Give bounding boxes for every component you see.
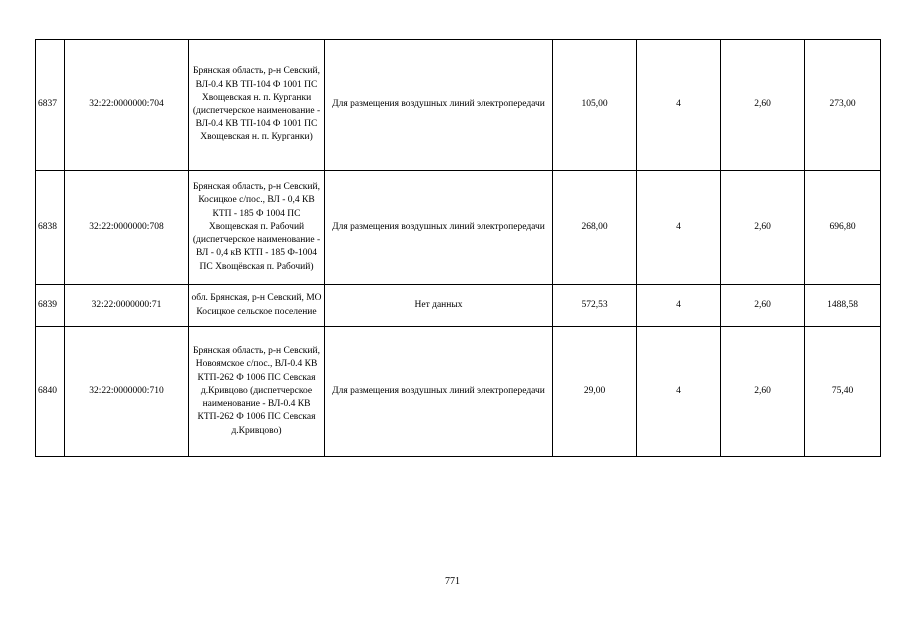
table-row <box>36 285 881 327</box>
group-cell: 4 <box>637 171 721 285</box>
purpose-cell: Для размещения воздушных линий электропередачи <box>325 40 553 171</box>
row-number-cell: 6839 <box>36 285 65 327</box>
area-cell: 105,00 <box>553 40 637 171</box>
group-cell: 4 <box>637 327 721 457</box>
address-cell: Брянская область, р-н Севский, Новоямское с/пос., ВЛ-0.4 КВ КТП-262 Ф 1006 ПС Севская д.Кривцово (диспетчерское наименование - ВЛ-0.4 КВ КТП-262 Ф 1006 ПС Севская д.Кривцово) <box>189 327 325 457</box>
row-number-cell: 6837 <box>36 40 65 171</box>
area-cell: 29,00 <box>553 327 637 457</box>
area-cell: 572,53 <box>553 285 637 327</box>
value-cell: 1488,58 <box>805 285 881 327</box>
purpose-cell: Нет данных <box>325 285 553 327</box>
row-number-cell: 6840 <box>36 327 65 457</box>
table-row <box>36 40 881 171</box>
land-registry-table <box>35 39 881 457</box>
rate-cell: 2,60 <box>721 327 805 457</box>
value-cell: 696,80 <box>805 171 881 285</box>
table-row <box>36 171 881 285</box>
rate-cell: 2,60 <box>721 285 805 327</box>
cadastral-number-cell: 32:22:0000000:708 <box>65 171 189 285</box>
table-row <box>36 327 881 457</box>
address-cell: Брянская область, р-н Севский, ВЛ-0.4 КВ ТП-104 Ф 1001 ПС Хвощевская н. п. Курганки (диспетчерское наименование - ВЛ-0.4 КВ ТП-104 Ф 1001 ПС Хвощевская н. п. Курганки) <box>189 40 325 171</box>
group-cell: 4 <box>637 285 721 327</box>
cadastral-number-cell: 32:22:0000000:704 <box>65 40 189 171</box>
value-cell: 75,40 <box>805 327 881 457</box>
page-number: 771 <box>445 576 460 587</box>
group-cell: 4 <box>637 40 721 171</box>
cadastral-number-cell: 32:22:0000000:710 <box>65 327 189 457</box>
row-number-cell: 6838 <box>36 171 65 285</box>
area-cell: 268,00 <box>553 171 637 285</box>
purpose-cell: Для размещения воздушных линий электропередачи <box>325 171 553 285</box>
cadastral-number-cell: 32:22:0000000:71 <box>65 285 189 327</box>
purpose-cell: Для размещения воздушных линий электропередачи <box>325 327 553 457</box>
rate-cell: 2,60 <box>721 40 805 171</box>
address-cell: обл. Брянская, р-н Севский, МО Косицкое сельское поселение <box>189 285 325 327</box>
address-cell: Брянская область, р-н Севский, Косицкое с/пос., ВЛ - 0,4 КВ КТП - 185 Ф 1004 ПС Хвощевская п. Рабочий (диспетчерское наименование - ВЛ - 0,4 кВ КТП - 185 Ф-1004 ПС Хвощёвская п. Рабочий) <box>189 171 325 285</box>
rate-cell: 2,60 <box>721 171 805 285</box>
value-cell: 273,00 <box>805 40 881 171</box>
